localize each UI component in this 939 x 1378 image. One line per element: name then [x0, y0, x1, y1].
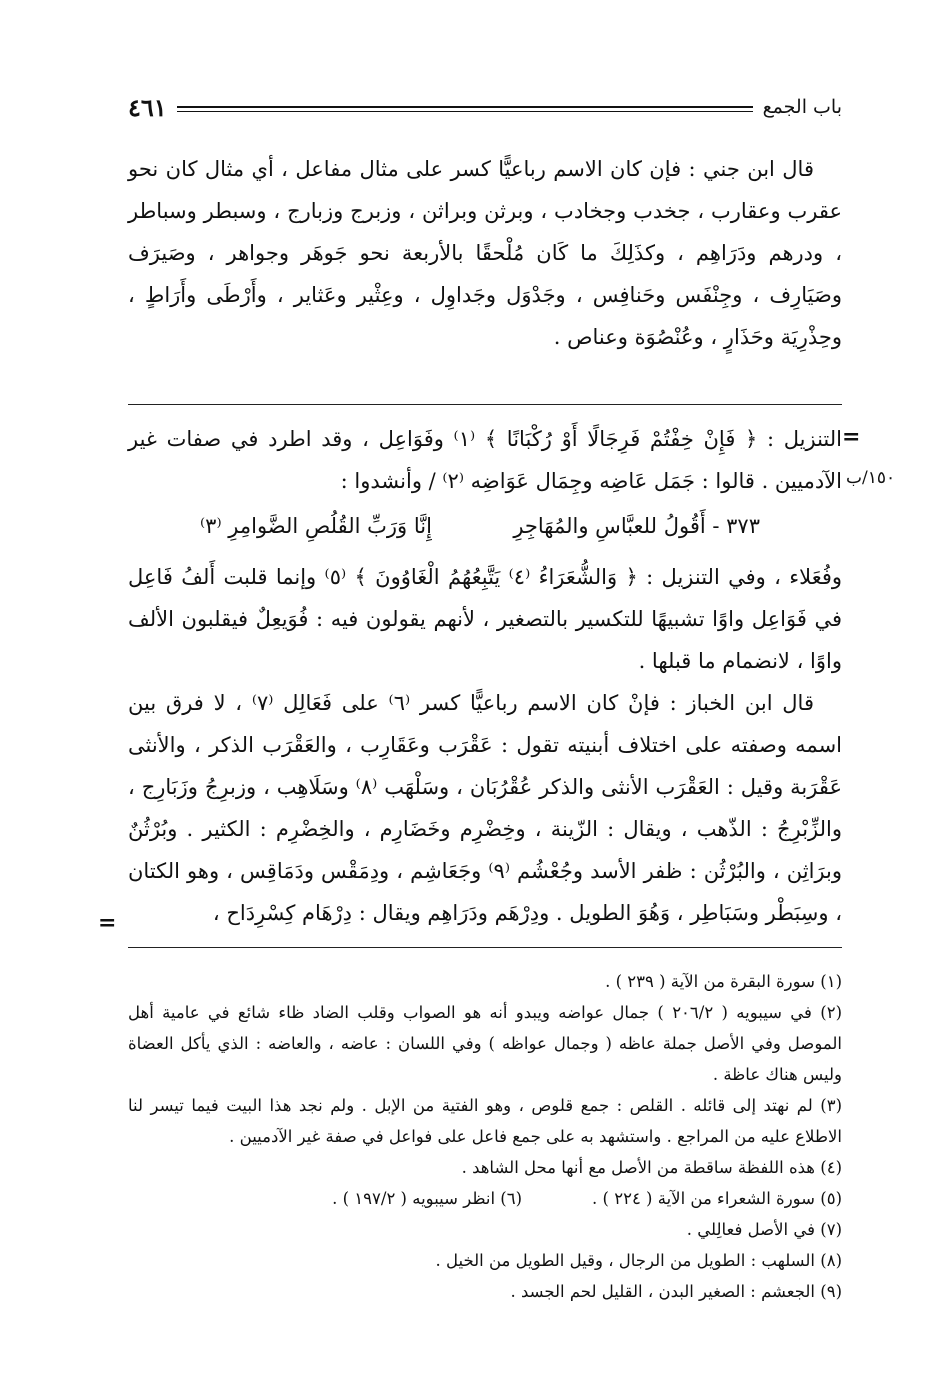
paragraph-ibn-jinni [128, 148, 842, 358]
footnote-2: (٢) في سيبويه ( ٢٠٦/٢ ) جمال عواضه ويبدو أنه هو الصواب وقلب الضاد ظاء شائع في عامية أهل الموصل وفي الأصل جملة عاظه ( وجمال عواظه ) وفي اللسان : عاضه ، والعاضه : الذي يأكل العضاة وليس هناك عاظة . [128, 1003, 842, 1084]
verse-first-hemistich [513, 506, 760, 546]
running-header [128, 92, 842, 122]
continuation-mark-left: = [98, 910, 117, 936]
footnote-7: (٧) في الأصل فعالِلي . [686, 1220, 842, 1239]
footnote-4: (٤) هذه اللفظة ساقطة من الأصل مع أنها محل الشاهد . [461, 1158, 842, 1177]
footnote-8: (٨) السلهب : الطويل من الرجال ، وقيل الطويل من الخيل . [435, 1251, 842, 1270]
footnote-9: (٩) الجعشم : الصغير البدن ، القليل لحم الجسد . [510, 1282, 842, 1301]
paragraph-text: التنزيل : ﴿ فَإِنْ خِفْتُمْ فَرِجَالًا أَوْ رُكْبَانًا ﴾ ⁽١⁾ وفَوَاعِل ، وقد اطرد في صفات غير الآدميين . قالوا : جَمَل عَاضِه وجِمَال عَوَاضِه ⁽٢⁾ / وأنشدوا : [128, 427, 842, 493]
paragraph-tanzil [128, 418, 842, 502]
footnote-1: (١) سورة البقرة من الآية ( ٢٣٩ ) . [605, 972, 842, 991]
footnote-divider [128, 947, 842, 948]
paragraph-ibn-khabbaz [128, 682, 842, 934]
verse-second-hemistich: إِنَّا وَرَبِّ القُلُصِ الضَّوامِرِ ⁽٣⁾ [200, 514, 432, 538]
verse-number: ٣٧٣ - [712, 514, 760, 538]
page-number: ٤٦١ [128, 92, 167, 122]
continuation-mark-right: = [842, 424, 861, 450]
header-rule [177, 106, 753, 112]
footnote-row-5-6 [128, 1183, 842, 1214]
footnotes [128, 966, 842, 1307]
section-divider [128, 404, 842, 405]
running-title: باب الجمع [762, 96, 842, 118]
paragraph-fuala [128, 556, 842, 682]
footnote-6: (٦) انظر سيبويه ( ١٩٧/٢ ) . [332, 1189, 523, 1208]
verse-first-text: أَقُولُ للعبَّاسِ والمُهَاجِرِ [513, 514, 706, 538]
paragraph-text: قال ابن الخباز : فإنْ كان الاسم رباعيًّا كسر ⁽٦⁾ على فَعَالِل ⁽٧⁾ ، لا فرق بين اسمه وصفته على اختلاف أبنيته تقول : عَقْرَب وعَقَارِب ، والعَقْرَب الذكر ، والأنثى عَقْرَبة وقيل : العَقْرَب الأنثى والذكر عُقْرُبَان ، وسَلْهَب ⁽٨⁾ وسَلَاهِب ، وزبرِجُ وزَبَارِج ، والزِّبْرِجُ : الذّهب ، ويقال : الزّينة ، وخِضْرِم وخَضَارِم ، والخِضْرِم : الكثير . وبُرْثُنٌ وبرَاثِن ، والبُرْثُن : ظفر الأسد وجُعْشُم ⁽٩⁾ وجَعَاشِم ، ودِمَقْس ودَمَاقِس ، وهو الكتان ، وسِبَطْر وسَبَاطِر ، وَهُوَ الطويل . ودِرْهَم ودَرَاهِم ويقال : دِرْهَام كِسْرِدَاح ، [128, 691, 842, 925]
poetry-verse [200, 506, 760, 546]
paragraph-text: قال ابن جني : فإن كان الاسم رباعيًّا كسر على مثال مفاعل ، أي مثال كان نحو عقرب وعقارب ، جخدب وجخادب ، وبرثن وبراثن ، وزبرج وزبارج ، وسبطر وسباطر ، ودرهم ودَرَاهِم ، وكذَلِكَ ما كَان مُلْحقًا بالأربعة نحو جَوهَر وجواهر ، وصَيرَف وصَيَارِف ، وجِنْفَس وحَنافِس ، وجَدْوَل وجَداوِل ، وعِثْير وعَثاير ، وأَرْطَى وأَرَاطٍ ، وحِذْرِيَة وحَذَارٍ ، وعُنْصُوَة وعناص . [128, 157, 842, 349]
manuscript-folio-note: ١٥٠/ب [846, 468, 896, 488]
footnote-5: (٥) سورة الشعراء من الآية ( ٢٢٤ ) . [592, 1189, 842, 1208]
paragraph-text: وفُعَلاء ، وفي التنزيل : ﴿ وَالشُّعَرَاءُ ⁽٤⁾ يَتَّبِعُهُمُ الْغَاوُونَ ﴾ ⁽٥⁾ وإنما قلبت أَلفُ فَاعِل في فَوَاعِل واوًا تشبيهًا للتكسير بالتصغير ، لأنهم يقولون فيه : فُوَيعِلٌ فيقلبون الألف واوًا ، لانضمام ما قبلها . [128, 565, 843, 673]
footnote-3: (٣) لم نهتد إلى قائله . القلص : جمع قلوص ، وهو الفتية من الإبل . ولم نجد هذا البيت فيما تيسر لنا الاطلاع عليه من المراجع . واستشهد به على جمع فاعل على فواعل في صفة غير الآدميين . [128, 1096, 842, 1146]
